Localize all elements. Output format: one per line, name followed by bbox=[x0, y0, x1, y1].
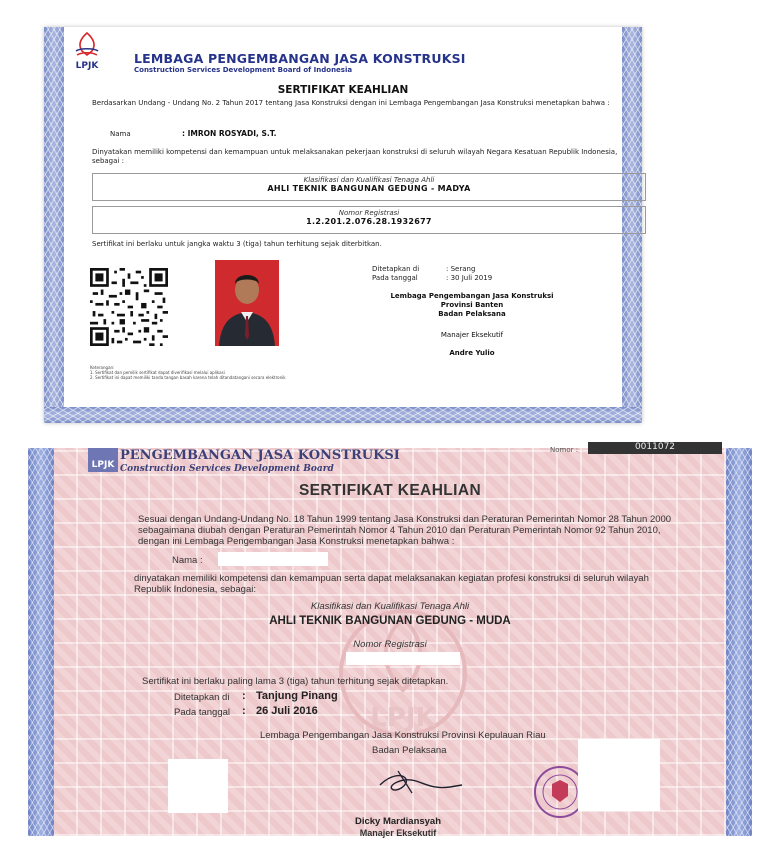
redacted-registration-number bbox=[346, 652, 460, 665]
issued-at-value: : Serang bbox=[446, 265, 476, 273]
declaration-text: Dinyatakan memiliki kompetensi dan kemampuan untuk melaksanakan pekerjaan konstruksi di seluruh wilayah Negara Kesatuan Republik Indonesia, sebagai : bbox=[92, 148, 618, 165]
certificate-number: 0011072 bbox=[588, 442, 722, 454]
number-label: Nomor : bbox=[550, 446, 579, 454]
issuer-line-2: Provinsi Banten bbox=[440, 301, 504, 309]
note-1: 1. Sertifikat dan pemilik sertifikat dapat diverifikasi melalui aplikasi bbox=[90, 370, 225, 375]
issued-at-value-colon: : bbox=[242, 690, 246, 702]
issuer-text: Lembaga Pengembangan Jasa Konstruksi Provinsi Kepulauan Riau bbox=[260, 730, 546, 741]
issued-date-label: Pada tanggal bbox=[174, 707, 230, 718]
certificate-1 bbox=[44, 27, 642, 423]
lpjk-logo-icon bbox=[70, 31, 104, 75]
issued-at-label: Ditetapkan di bbox=[174, 692, 230, 703]
certificate-2 bbox=[28, 442, 752, 838]
bottom-guilloche-border bbox=[44, 407, 642, 423]
issued-date-label: Pada tanggal bbox=[372, 274, 418, 282]
redacted-photo-right bbox=[578, 739, 660, 811]
issuer-body: Badan Pelaksana bbox=[372, 745, 447, 756]
registration-label: Nomor Registrasi bbox=[338, 209, 400, 217]
issuer-line-3: Badan Pelaksana bbox=[438, 310, 506, 318]
name-label: Nama : bbox=[172, 555, 203, 566]
signer-title: Manajer Eksekutif bbox=[359, 828, 437, 838]
intro-line-3: dengan ini Lembaga Pengembangan Jasa Konstruksi menetapkan bahwa : bbox=[138, 536, 455, 547]
classification-label: Klasifikasi dan Kualifikasi Tenaga Ahli bbox=[303, 176, 435, 184]
notes-heading: Keterangan: bbox=[90, 365, 115, 370]
org-name: LEMBAGA PENGEMBANGAN JASA KONSTRUKSI bbox=[134, 51, 466, 66]
intro-line-2: sebagaimana diubah dengan Peraturan Pemerintah Nomor 4 Tahun 2010 dan Peraturan Pemerintah Nomor 92 Tahun 2010, bbox=[138, 525, 661, 536]
intro-line-1: Sesuai dengan Undang-Undang No. 18 Tahun 1999 tentang Jasa Konstruksi dan Peraturan Pemerintah Nomor 28 Tahun 2000 bbox=[138, 514, 672, 525]
validity-text: Sertifikat ini berlaku paling lama 3 (tiga) tahun terhitung sejak ditetapkan. bbox=[142, 676, 449, 687]
issued-at-label: Ditetapkan di bbox=[372, 265, 420, 273]
classification-label: Klasifikasi dan Kualifikasi Tenaga Ahli bbox=[310, 601, 470, 612]
validity-text: Sertifikat ini berlaku untuk jangka waktu 3 (tiga) tahun terhitung sejak diterbitkan. bbox=[92, 240, 382, 248]
note-2: 2. Sertifikat ini dapat memiliki tanda tangan basah karena telah ditandatangani secara elektronik bbox=[90, 375, 286, 380]
qr-code-icon bbox=[90, 267, 168, 347]
classification-box bbox=[92, 173, 646, 201]
signer-name: Dicky Mardiansyah bbox=[354, 816, 442, 827]
registration-box bbox=[92, 206, 646, 234]
classification-value: AHLI TEKNIK BANGUNAN GEDUNG - MUDA bbox=[269, 615, 511, 627]
issuer-line-1: Lembaga Pengembangan Jasa Konstruksi bbox=[390, 292, 554, 300]
redacted-photo bbox=[168, 759, 228, 813]
holder-name: : IMRON ROSYADI, S.T. bbox=[182, 129, 277, 138]
name-label: Nama bbox=[110, 130, 131, 138]
issued-at-value: Tanjung Pinang bbox=[256, 690, 338, 702]
signer-title: Manajer Eksekutif bbox=[440, 331, 504, 339]
logo-lettering: LPJK bbox=[75, 61, 99, 71]
holder-photo bbox=[215, 260, 279, 346]
signer-name: Andre Yulio bbox=[449, 349, 495, 357]
classification-value: AHLI TEKNIK BANGUNAN GEDUNG - MADYA bbox=[267, 184, 471, 193]
declaration-line-2: Republik Indonesia, sebagai: bbox=[134, 584, 257, 595]
certificate-title: SERTIFIKAT KEAHLIAN bbox=[277, 84, 409, 96]
declaration-line-1: dinyatakan memiliki kompetensi dan kemampuan serta dapat melaksanakan kegiatan profesi konstruksi di seluruh wilayah bbox=[134, 573, 649, 584]
lpjk-logo-icon: LPJK bbox=[88, 448, 118, 472]
org-name-english: Construction Services Development Board bbox=[120, 464, 334, 474]
org-name-english: Construction Services Development Board of Indonesia bbox=[134, 66, 353, 74]
issued-date-value: : 30 Juli 2019 bbox=[446, 274, 493, 282]
signature-icon bbox=[376, 763, 466, 803]
org-name: PENGEMBANGAN JASA KONSTRUKSI bbox=[120, 448, 400, 463]
registration-label: Nomor Registrasi bbox=[353, 639, 427, 650]
registration-number: 1.2.201.2.076.28.1932677 bbox=[306, 217, 432, 226]
watermark-lettering: LPJK bbox=[370, 703, 436, 733]
redacted-name bbox=[218, 552, 328, 566]
issued-date-value-colon: : bbox=[242, 705, 246, 717]
intro-text: Berdasarkan Undang - Undang No. 2 Tahun 2017 tentang Jasa Konstruksi dengan ini Lembaga Pengembangan Jasa Konstruksi menetapkan bahwa : bbox=[92, 99, 610, 107]
issued-date-value: 26 Juli 2016 bbox=[256, 705, 318, 717]
certificate-title: SERTIFIKAT KEAHLIAN bbox=[298, 482, 482, 499]
